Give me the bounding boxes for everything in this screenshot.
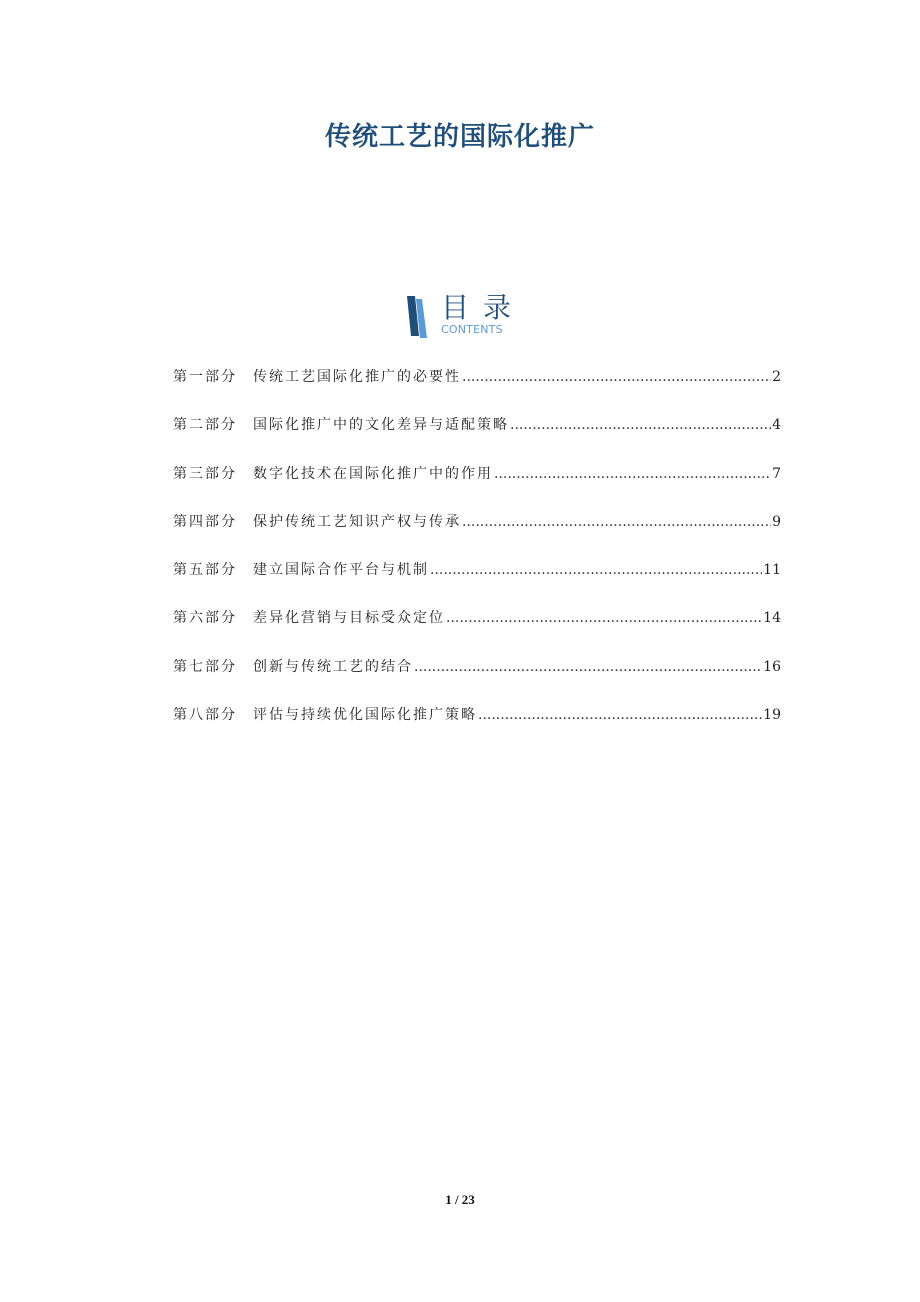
toc-entry-part: 第五部分 — [173, 562, 237, 579]
toc-leader-dots — [494, 466, 771, 482]
toc-entry-title: 国际化推广中的文化差异与适配策略 — [253, 417, 509, 434]
toc-entry-page: 9 — [772, 513, 781, 530]
toc-entry-title: 差异化营销与目标受众定位 — [253, 610, 445, 627]
toc-entry-title: 建立国际合作平台与机制 — [253, 562, 429, 579]
toc-entry-page: 11 — [763, 562, 781, 579]
toc-entry-page: 14 — [763, 610, 781, 627]
toc-entry-page: 7 — [772, 465, 781, 482]
toc-heading-subtitle: CONTENTS — [441, 323, 503, 336]
toc-entry[interactable] — [173, 463, 781, 511]
toc-leader-dots — [462, 369, 771, 385]
toc-entry[interactable] — [173, 511, 781, 559]
toc-entry-part: 第三部分 — [173, 465, 237, 482]
table-of-contents — [173, 366, 781, 752]
document-title: 传统工艺的国际化推广 — [324, 122, 595, 152]
toc-leader-dots — [510, 417, 771, 433]
toc-entry-title: 创新与传统工艺的结合 — [253, 658, 413, 675]
toc-entry-part: 第六部分 — [173, 610, 237, 627]
toc-leader-dots — [478, 707, 762, 723]
book-emblem-icon — [405, 296, 429, 338]
toc-entry-page: 4 — [772, 417, 781, 434]
toc-entry-page: 2 — [772, 369, 781, 385]
toc-entry-part: 第二部分 — [173, 417, 237, 434]
toc-entry-title: 数字化技术在国际化推广中的作用 — [253, 465, 493, 482]
toc-entry-part: 第一部分 — [173, 369, 237, 385]
toc-leader-dots — [446, 610, 762, 626]
toc-entry-title: 保护传统工艺知识产权与传承 — [253, 513, 461, 530]
toc-entry-page: 19 — [763, 707, 781, 724]
toc-entry[interactable] — [173, 656, 781, 704]
toc-entry[interactable] — [173, 704, 781, 752]
page-number: 1 / 23 — [445, 1192, 475, 1207]
toc-leader-dots — [414, 659, 762, 675]
toc-heading-title: 目录 — [441, 291, 526, 324]
toc-entry-part: 第七部分 — [173, 658, 237, 675]
toc-entry-title: 传统工艺国际化推广的必要性 — [253, 369, 461, 385]
toc-entry[interactable] — [173, 366, 781, 414]
toc-entry-page: 16 — [763, 658, 781, 675]
toc-entry[interactable] — [173, 414, 781, 462]
toc-entry[interactable] — [173, 607, 781, 655]
toc-entry-title: 评估与持续优化国际化推广策略 — [253, 707, 477, 724]
toc-entry[interactable] — [173, 559, 781, 607]
toc-leader-dots — [462, 514, 771, 530]
toc-heading — [405, 292, 535, 340]
toc-entry-part: 第四部分 — [173, 513, 237, 530]
toc-leader-dots — [430, 562, 762, 578]
toc-entry-part: 第八部分 — [173, 707, 237, 724]
